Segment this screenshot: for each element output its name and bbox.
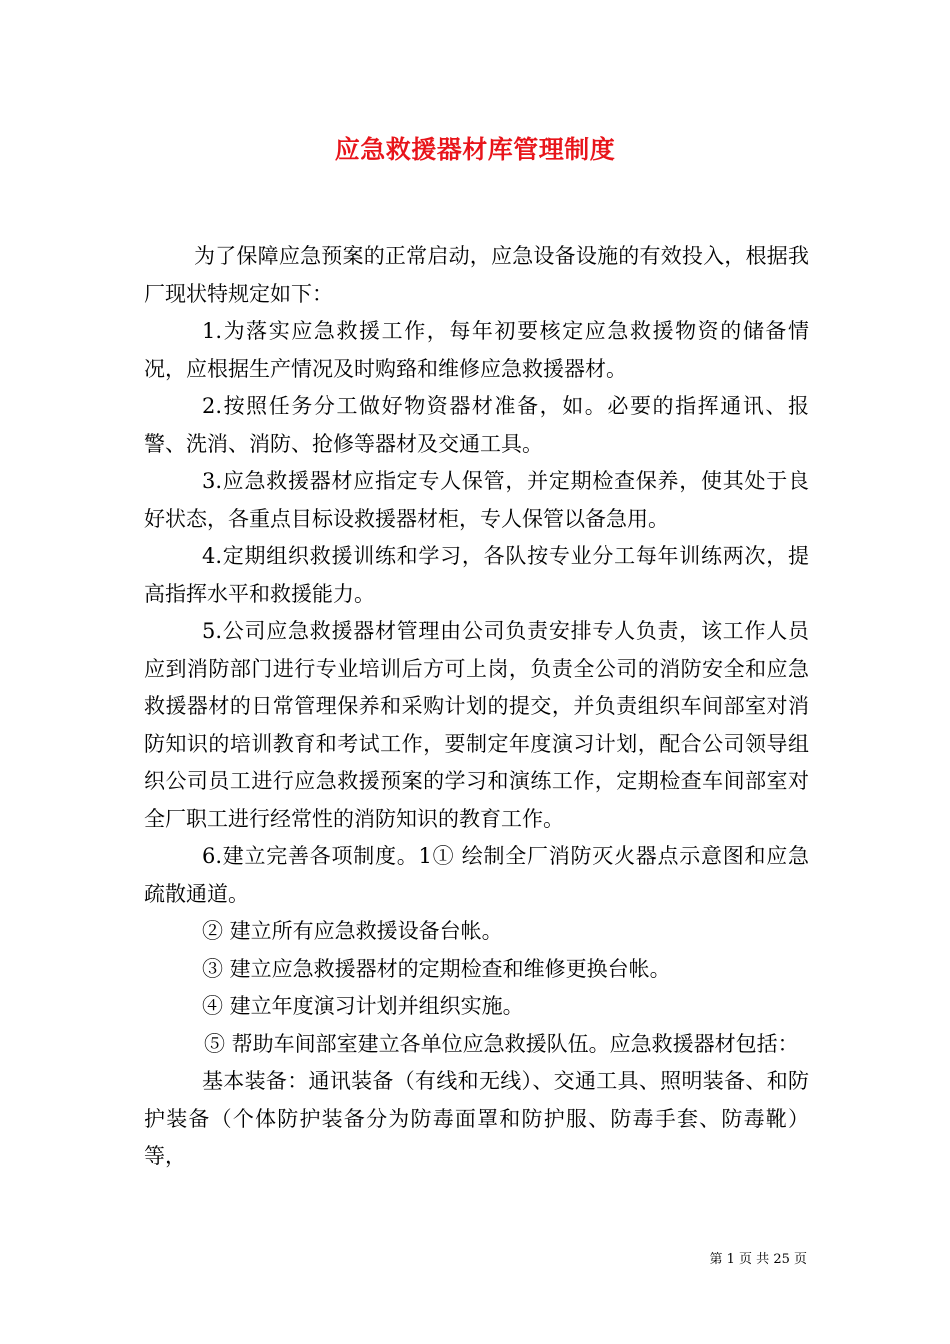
page-number-footer: 第 1 页 共 25 页 [709, 1252, 807, 1267]
intro-paragraph: 为了保障应急预案的正常启动，应急设备设施的有效投入，根据我厂现状特规定如下： [144, 244, 809, 306]
document-title: 应急救援器材库管理制度 [334, 135, 616, 164]
list-item-2: ② 建立所有应急救援设备台帐。 [202, 919, 503, 943]
list-item-5: ⑤ 帮助车间部室建立各单位应急救援队伍。应急救援器材包括： [204, 1031, 799, 1056]
clause-2-paragraph: 2.按照任务分工做好物资器材准备，如。必要的指挥通讯、报警、洗消、消防、抢修等器材及交通工具。 [144, 394, 809, 456]
clause-5-paragraph: 5.公司应急救援器材管理由公司负责安排专人负责，该工作人员应到消防部门进行专业培训后方可上岗，负责全公司的消防安全和应急救援器材的日常管理保养和采购计划的提交，并负责组织车间部室对消防知识的培训教育和考试工作，要制定年度演习计划，配合公司领导组织公司员工进行应急救援预案的学习和演练工作，定期检查车间部室对全厂职工进行经常性的消防知识的教育工作。 [144, 619, 809, 831]
equipment-paragraph: 基本装备：通讯装备（有线和无线）、交通工具、照明装备、和防护装备（个体防护装备分为防毒面罩和防护服、防毒手套、防毒靴）等， [144, 1069, 809, 1168]
clause-1-paragraph: 1.为落实应急救援工作，每年初要核定应急救援物资的储备情况，应根据生产情况及时购臵和维修应急救援器材。 [144, 319, 809, 381]
clause-6-paragraph: 6.建立完善各项制度。1① 绘制全厂消防灭火器点示意图和应急疏散通道。 [144, 844, 809, 906]
document-body [144, 238, 809, 1176]
list-item-3: ③ 建立应急救援器材的定期检查和维修更换台帐。 [202, 956, 671, 981]
clause-3-paragraph: 3.应急救援器材应指定专人保管，并定期检查保养，使其处于良好状态，各重点目标设救援器材柜，专人保管以备急用。 [144, 469, 809, 531]
clause-4-paragraph: 4.定期组织救援训练和学习，各队按专业分工每年训练两次，提高指挥水平和救援能力。 [144, 544, 809, 606]
list-item-4: ④ 建立年度演习计划并组织实施。 [202, 994, 524, 1018]
